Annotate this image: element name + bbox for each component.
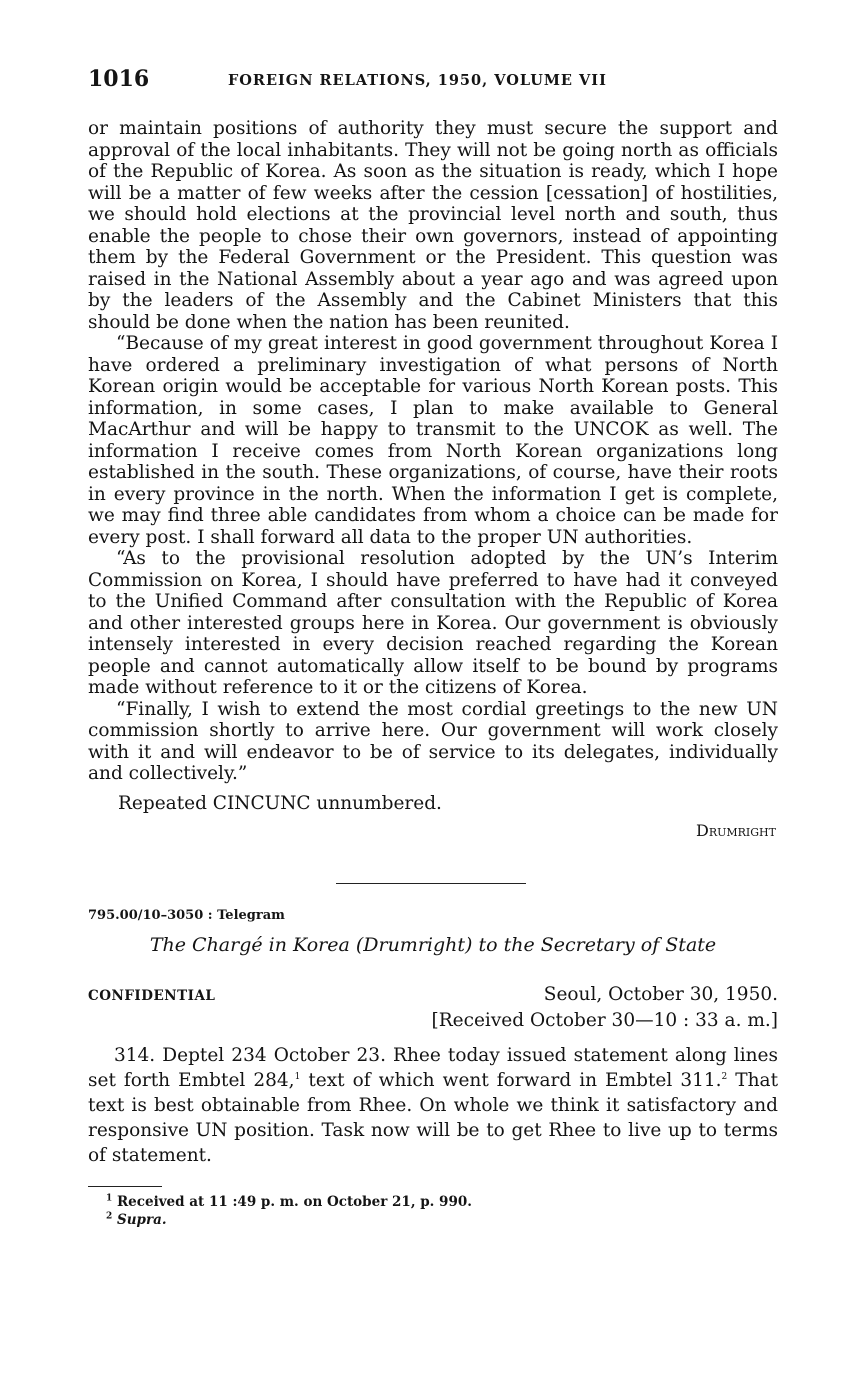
running-head-title: FOREIGN RELATIONS, 1950, VOLUME VII: [228, 72, 607, 89]
message-text-part1: 314. Deptel 234 October 23. Rhee today issued statement along lines set forth Embtel 284,: [88, 1045, 778, 1091]
message-paragraph: [88, 1043, 778, 1168]
footnote-mark: 2: [106, 1211, 113, 1222]
footnote-ref-2[interactable]: 2: [721, 1071, 728, 1082]
place-date-line: Seoul, October 30, 1950.: [543, 984, 778, 1005]
footnote-divider: [88, 1186, 162, 1187]
page-header-area: [88, 66, 778, 96]
paragraph-resolution: “As to the provisional resolution adopted by the UN’s Interim Commission on Korea, I should have preferred to have had it conveyed to the Unified Command after consultation with the Republic of Korea and other interested groups here in Korea. Our government is obviously intensely interested in every decision reached regarding the Korean people and cannot automatically allow itself to be bound by programs made without reference to it or the citizens of Korea.: [88, 548, 778, 698]
paragraph-authority: or maintain positions of authority they must secure the support and approval of the local inhabitants. They will not be going north as officials of the Republic of Korea. As soon as the situation is ready, which I hope will be a matter of few weeks after the cession [cessation] of hostilities, we should hold elections at the provincial level north and south, thus enable the people to chose their own governors, instead of appointing them by the Federal Government or the President. This question was raised in the National Assembly about a year ago and was agreed upon by the leaders of the Assembly and the Cabinet Ministers that this should be done when the nation has been reunited.: [88, 118, 778, 333]
footnote-text: Received at 11 :49 p. m. on October 21, p. 990.: [112, 1194, 472, 1210]
received-line: [Received October 30—10 : 33 a. m.]: [431, 1010, 778, 1031]
footnote-2: [106, 1211, 472, 1229]
running-header: [88, 66, 778, 96]
footnote-text: Supra.: [112, 1212, 167, 1228]
message-text-part2: text of which went forward in Embtel 311.: [300, 1070, 722, 1091]
page-number: 1016: [88, 66, 150, 92]
paragraph-investigation: “Because of my great interest in good government throughout Korea I have ordered a preliminary investigation of what persons of North Korean origin would be acceptable for various North Korean posts. This information, in some cases, I plan to make available to General MacArthur and will be happy to transmit to the UNCOK as well. The information I receive comes from North Korean organizations long established in the south. These organizations, of course, have their roots in every province in the north. When the information I get is complete, we may find three able candidates from whom a choice can be made for every post. I shall forward all data to the proper UN authorities.: [88, 333, 778, 548]
continued-statement: [88, 118, 778, 842]
footnote-mark: 1: [106, 1193, 113, 1204]
signature-drumright: Drumright: [696, 821, 776, 840]
telegram-message: [88, 1043, 778, 1168]
message-text-part3: That text is best obtainable from Rhee. On whole we think it satisfactory and responsive UN position. Task now will be to get Rhee to live up to terms of statement.: [88, 1070, 779, 1166]
footnote-ref-1[interactable]: 1: [294, 1071, 301, 1082]
repeated-line: Repeated CINCUNC unnumbered.: [118, 792, 442, 814]
document-title: The Chargé in Korea (Drumright) to the Secretary of State: [149, 934, 717, 956]
footnotes: [106, 1193, 472, 1229]
paragraph-greetings: “Finally, I wish to extend the most cordial greetings to the new UN commission shortly to arrive here. Our government will work closely with it and will endeavor to be of service to its delegates, individually and collectively.”: [88, 698, 778, 784]
section-divider: [336, 883, 526, 884]
classification-label: CONFIDENTIAL: [88, 988, 216, 1004]
footnote-1: [106, 1193, 472, 1211]
file-reference: 795.00/10–3050 : Telegram: [88, 908, 285, 923]
